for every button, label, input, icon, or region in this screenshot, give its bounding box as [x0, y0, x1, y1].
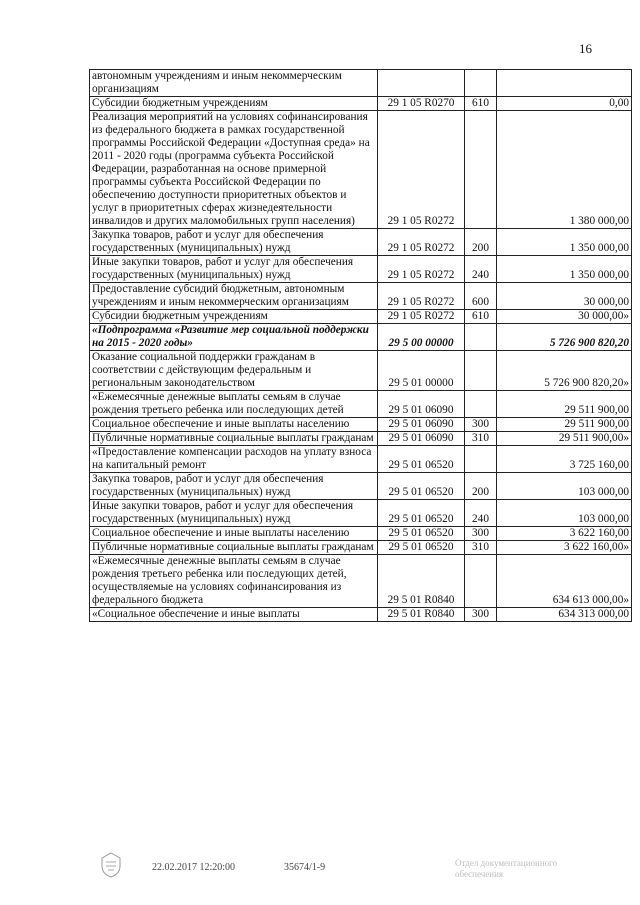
table-row — [90, 527, 632, 541]
row-csr: 29 5 01 06520 — [378, 527, 465, 541]
row-name: Иные закупки товаров, работ и услуг для обеспечения государственных (муниципальных) нужд — [90, 500, 378, 527]
table-row — [90, 351, 632, 391]
row-vr: 200 — [465, 229, 497, 256]
row-vr: 240 — [465, 500, 497, 527]
row-name: Иные закупки товаров, работ и услуг для обеспечения государственных (муниципальных) нужд — [90, 256, 378, 283]
row-csr: 29 1 05 R0272 — [378, 310, 465, 324]
table-row — [90, 418, 632, 432]
row-csr: 29 5 01 06520 — [378, 541, 465, 555]
table-row — [90, 391, 632, 418]
row-vr — [465, 70, 497, 97]
row-csr: 29 5 01 00000 — [378, 351, 465, 391]
row-sum: 634 313 000,00 — [497, 608, 632, 622]
row-csr: 29 5 01 06090 — [378, 391, 465, 418]
row-sum: 3 725 160,00 — [497, 446, 632, 473]
table-row — [90, 256, 632, 283]
row-csr — [378, 70, 465, 97]
row-sum: 29 511 900,00 — [497, 391, 632, 418]
page-footer — [0, 858, 640, 888]
row-vr — [465, 446, 497, 473]
table-row — [90, 324, 632, 351]
table-row — [90, 283, 632, 310]
row-name: «Предоставление компенсации расходов на уплату взноса на капитальный ремонт — [90, 446, 378, 473]
row-vr: 310 — [465, 541, 497, 555]
row-vr — [465, 351, 497, 391]
row-vr: 600 — [465, 283, 497, 310]
row-name: Публичные нормативные социальные выплаты гражданам — [90, 541, 378, 555]
row-name: Социальное обеспечение и иные выплаты населению — [90, 418, 378, 432]
table-row — [90, 555, 632, 608]
row-vr: 610 — [465, 310, 497, 324]
table-row — [90, 111, 632, 229]
row-name: Оказание социальной поддержки гражданам в соответствии с действующим федеральным и региональным законодательством — [90, 351, 378, 391]
row-vr: 300 — [465, 527, 497, 541]
row-vr: 240 — [465, 256, 497, 283]
row-sum: 634 613 000,00» — [497, 555, 632, 608]
row-vr: 200 — [465, 473, 497, 500]
row-csr: 29 5 01 06090 — [378, 432, 465, 446]
row-vr — [465, 324, 497, 351]
row-vr: 300 — [465, 608, 497, 622]
row-name: «Ежемесячные денежные выплаты семьям в случае рождения третьего ребенка или последующих детей, осуществляемые на условиях софинансирования из федерального бюджета — [90, 555, 378, 608]
table-row — [90, 70, 632, 97]
row-vr: 610 — [465, 97, 497, 111]
row-sum — [497, 70, 632, 97]
row-csr: 29 5 01 R0840 — [378, 608, 465, 622]
row-vr: 310 — [465, 432, 497, 446]
table-row — [90, 473, 632, 500]
row-csr: 29 5 01 06520 — [378, 473, 465, 500]
table-row — [90, 541, 632, 555]
row-sum: 29 511 900,00 — [497, 418, 632, 432]
row-name: Субсидии бюджетным учреждениям — [90, 310, 378, 324]
row-name: Субсидии бюджетным учреждениям — [90, 97, 378, 111]
row-sum: 5 726 900 820,20» — [497, 351, 632, 391]
row-name: Закупка товаров, работ и услуг для обеспечения государственных (муниципальных) нужд — [90, 473, 378, 500]
table-row — [90, 608, 632, 622]
table-row — [90, 432, 632, 446]
row-sum: 103 000,00 — [497, 500, 632, 527]
row-name: «Ежемесячные денежные выплаты семьям в случае рождения третьего ребенка или последующих детей — [90, 391, 378, 418]
row-csr: 29 1 05 R0272 — [378, 229, 465, 256]
row-name: Публичные нормативные социальные выплаты гражданам — [90, 432, 378, 446]
row-name: Предоставление субсидий бюджетным, автономным учреждениям и иным некоммерческим организациям — [90, 283, 378, 310]
row-csr: 29 1 05 R0272 — [378, 283, 465, 310]
row-sum: 3 622 160,00 — [497, 527, 632, 541]
row-vr: 300 — [465, 418, 497, 432]
table-row — [90, 310, 632, 324]
row-csr: 29 5 01 06520 — [378, 500, 465, 527]
row-csr: 29 5 01 06520 — [378, 446, 465, 473]
footer-note: Отдел документационного обеспечения — [455, 858, 558, 879]
row-name: Социальное обеспечение и иные выплаты населению — [90, 527, 378, 541]
row-sum: 103 000,00 — [497, 473, 632, 500]
row-vr — [465, 111, 497, 229]
row-sum: 1 380 000,00 — [497, 111, 632, 229]
row-sum: 5 726 900 820,20 — [497, 324, 632, 351]
row-name: «Подпрограмма «Развитие мер социальной поддержки на 2015 - 2020 годы» — [90, 324, 378, 351]
row-vr — [465, 555, 497, 608]
row-name: автономным учреждениям и иным некоммерческим организациям — [90, 70, 378, 97]
table-row — [90, 500, 632, 527]
row-sum: 30 000,00 — [497, 283, 632, 310]
stamp-icon — [100, 852, 122, 878]
row-sum: 1 350 000,00 — [497, 256, 632, 283]
row-csr: 29 1 05 R0270 — [378, 97, 465, 111]
row-name: «Социальное обеспечение и иные выплаты — [90, 608, 378, 622]
table-row — [90, 446, 632, 473]
row-csr: 29 5 01 R0840 — [378, 555, 465, 608]
row-csr: 29 5 01 06090 — [378, 418, 465, 432]
row-sum: 3 622 160,00» — [497, 541, 632, 555]
row-sum: 1 350 000,00 — [497, 229, 632, 256]
page-number: 16 — [579, 41, 592, 56]
table-row — [90, 97, 632, 111]
row-sum: 0,00 — [497, 97, 632, 111]
row-name: Закупка товаров, работ и услуг для обеспечения государственных (муниципальных) нужд — [90, 229, 378, 256]
budget-table — [89, 69, 632, 622]
row-sum: 30 000,00» — [497, 310, 632, 324]
row-name: Реализация мероприятий на условиях софинансирования из федерального бюджета в рамках государственной программы Российской Федерации «Доступная среда» на 2011 - 2020 годы (программа субъекта Российской Федерации, разработанная на основе примерной программы субъекта Российской Федерации по обеспечению доступности приоритетных объектов и услуг в приоритетных сферах жизнедеятельности инвалидов и других маломобильных групп населения) — [90, 111, 378, 229]
row-csr: 29 1 05 R0272 — [378, 256, 465, 283]
row-vr — [465, 391, 497, 418]
footer-date: 22.02.2017 12:20:00 — [152, 862, 236, 873]
row-csr: 29 5 00 00000 — [378, 324, 465, 351]
row-sum: 29 511 900,00» — [497, 432, 632, 446]
footer-doc-number: 35674/1-9 — [284, 862, 326, 873]
table-row — [90, 229, 632, 256]
budget-table-body — [90, 70, 632, 622]
row-csr: 29 1 05 R0272 — [378, 111, 465, 229]
